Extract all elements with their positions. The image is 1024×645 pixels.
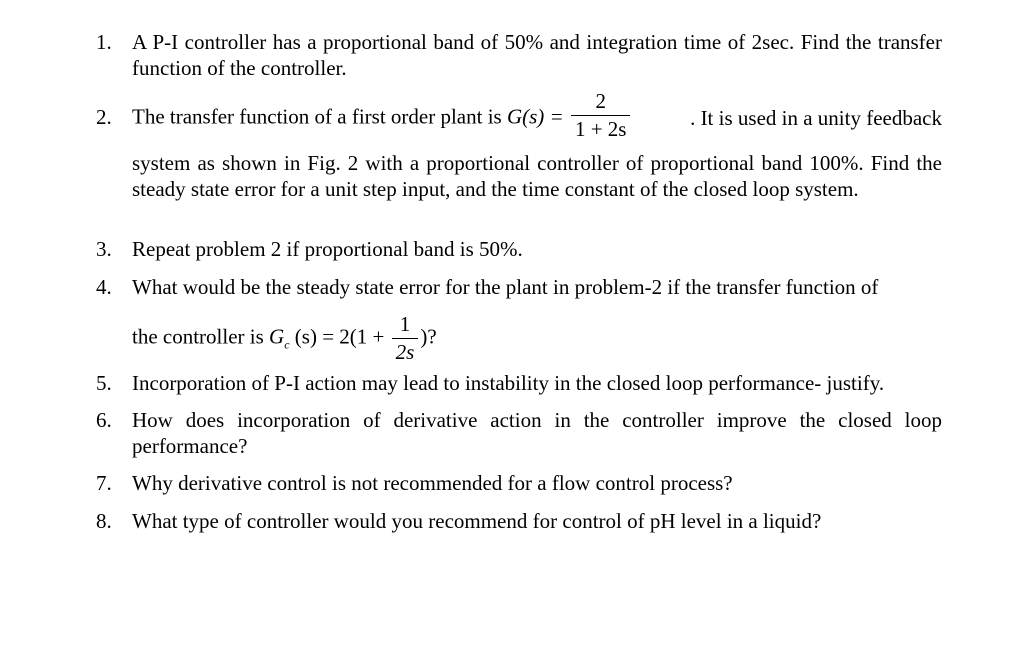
question-text: Why derivative control is not recommended for a flow control process?: [132, 471, 733, 495]
question-text: Incorporation of P-I action may lead to instability in the closed loop performance- justify.: [132, 371, 885, 395]
question-text-2: the controller is: [132, 324, 264, 349]
question-number: 2.: [96, 105, 112, 129]
question-6: [96, 407, 942, 459]
fraction-denominator: 2s: [392, 338, 419, 363]
question-4: [96, 274, 942, 363]
question-text: What would be the steady state error for the plant in problem-2 if the transfer function of: [132, 275, 879, 299]
question-text: How does incorporation of derivative action in the controller improve the closed loop performance?: [132, 408, 942, 458]
question-text-after: . It is used in a unity feedback: [690, 106, 942, 130]
equation-fraction: [392, 314, 419, 363]
question-number: 5.: [96, 371, 112, 395]
equation-subscript: c: [284, 337, 290, 352]
question-number: 3.: [96, 237, 112, 261]
equation-mid: (s) = 2(1 +: [294, 324, 385, 349]
question-2: [96, 88, 942, 202]
question-text: The transfer function of a first order plant is: [132, 103, 502, 128]
question-number: 7.: [96, 471, 112, 495]
question-1: [96, 29, 942, 81]
question-2-first-line: [132, 88, 942, 141]
question-8: [96, 508, 942, 534]
question-number: 6.: [96, 408, 112, 432]
equation-end: )?: [420, 324, 437, 349]
question-number: 4.: [96, 275, 112, 299]
question-4-equation-line: [132, 314, 942, 363]
question-3: [96, 236, 942, 262]
question-text: Repeat problem 2 if proportional band is 50%.: [132, 237, 523, 261]
equation-fraction: [571, 88, 631, 141]
equation-lhs: G(s) =: [506, 103, 564, 128]
equation-g: G: [269, 324, 285, 349]
question-text: A P-I controller has a proportional band of 50% and integration time of 2sec. Find the transfer function of the controller.: [132, 30, 942, 80]
fraction-denominator: 1 + 2s: [571, 115, 631, 140]
question-text-rest: system as shown in Fig. 2 with a proportional controller of proportional band 100%. Find the steady state error for a unit step input, and the time constant of the closed loop system.: [132, 151, 942, 201]
fraction-numerator: 1: [399, 312, 411, 336]
question-7: [96, 470, 942, 496]
question-number: 8.: [96, 509, 112, 533]
question-number: 1.: [96, 30, 112, 54]
fraction-numerator: 2: [595, 88, 606, 113]
question-5: [96, 370, 942, 396]
question-text: What type of controller would you recommend for control of pH level in a liquid?: [132, 509, 822, 533]
